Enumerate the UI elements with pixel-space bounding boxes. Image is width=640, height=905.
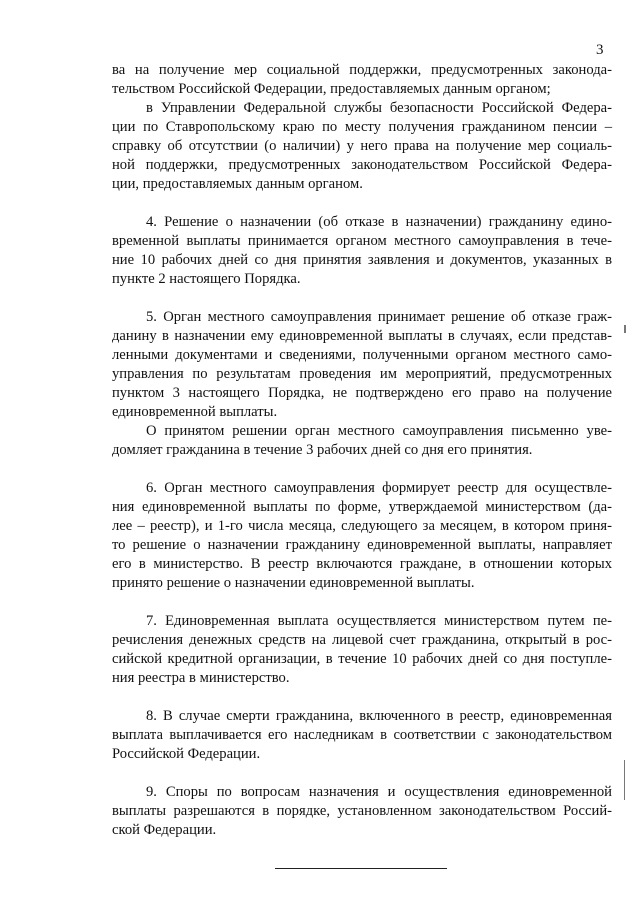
closing-rule	[275, 868, 447, 869]
text-line: в Управлении Федеральной службы безопасности Российской Федера-	[146, 100, 612, 116]
text-line: 4. Решение о назначении (об отказе в назначении) гражданину едино-	[146, 214, 612, 230]
text-line: ние 10 рабочих дней со дня принятия заявления и документов, указанных в	[112, 252, 612, 268]
text-line: ской Федерации.	[112, 822, 217, 838]
text-line: ния реестра в министерство.	[112, 670, 290, 686]
text-line: ции по Ставропольскому краю по месту получения гражданином пенсии –	[112, 119, 612, 135]
text-line: то решение о назначении гражданину единовременной выплаты, направляет	[112, 537, 612, 553]
text-line: домляет гражданина в течение 3 рабочих дней со дня его принятия.	[112, 442, 533, 458]
text-line: 9. Споры по вопросам назначения и осуществления единовременной	[146, 784, 612, 800]
text-line: выплаты разрешаются в порядке, установленном законодательством Россий-	[112, 803, 612, 819]
text-line: данину в назначении ему единовременной выплаты в случаях, если представ-	[112, 328, 612, 344]
text-line: выплата выплачивается его наследникам в соответствии с законодательством	[112, 727, 612, 743]
text-line: тельством Российской Федерации, предоставляемых данным органом;	[112, 81, 551, 97]
text-line: пункте 2 настоящего Порядка.	[112, 271, 301, 287]
text-line: 6. Орган местного самоуправления формирует реестр для осуществле-	[146, 480, 612, 496]
text-line: О принятом решении орган местного самоуправления письменно уве-	[146, 423, 612, 439]
text-line: ва на получение мер социальной поддержки, предусмотренных законода-	[112, 62, 612, 78]
scan-edge-mark	[624, 760, 625, 800]
text-line: ленными документами и сведениями, полученными органом местного само-	[112, 347, 612, 363]
page-number: 3	[596, 42, 604, 58]
text-line: 7. Единовременная выплата осуществляется министерством путем пе-	[146, 613, 612, 629]
text-line: 5. Орган местного самоуправления принимает решение об отказе граж-	[146, 309, 612, 325]
text-line: единовременной выплаты.	[112, 404, 278, 420]
text-line: Российской Федерации.	[112, 746, 261, 762]
text-line: ния единовременной выплаты по форме, утверждаемой министерством (да-	[112, 499, 612, 515]
text-line: ции, предоставляемых данным органом.	[112, 176, 363, 192]
text-line: пунктом 3 настоящего Порядка, не подтверждено его право на получение	[112, 385, 612, 401]
text-line: принято решение о назначении единовременной выплаты.	[112, 575, 475, 591]
text-line: временной выплаты принимается органом местного самоуправления в тече-	[112, 233, 612, 249]
text-line: управления по результатам проведения им мероприятий, предусмотренных	[112, 366, 612, 382]
text-line: справку об отсутствии (о наличии) у него права на получение мер социаль-	[112, 138, 612, 154]
text-line: 8. В случае смерти гражданина, включенного в реестр, единовременная	[146, 708, 612, 724]
text-line: сийской кредитной организации, в течение 10 рабочих дней со дня поступле-	[112, 651, 612, 667]
text-line: его в министерство. В реестр включаются граждане, в отношении которых	[112, 556, 612, 572]
text-line: речисления денежных средств на лицевой счет гражданина, открытый в рос-	[112, 632, 612, 648]
text-line: ной поддержки, предусмотренных законодательством Российской Федера-	[112, 157, 612, 173]
scan-edge-mark	[624, 325, 626, 333]
text-line: лее – реестр), и 1-го числа месяца, следующего за месяцем, в котором приня-	[112, 518, 612, 534]
